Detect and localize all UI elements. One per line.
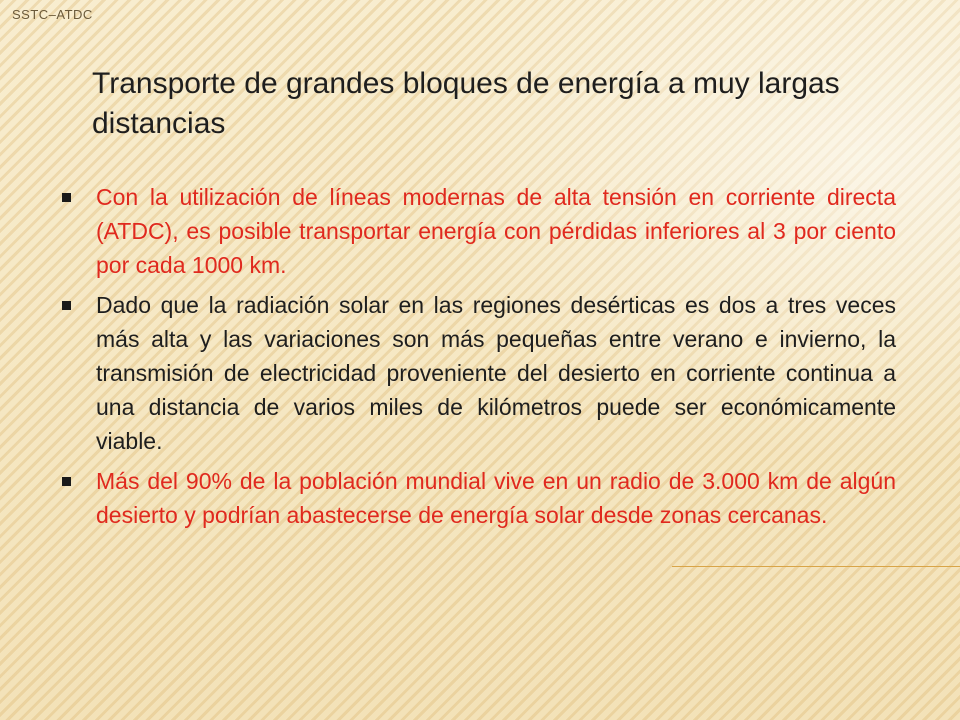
- bullet-item: [60, 180, 896, 282]
- square-bullet-icon: [62, 301, 71, 310]
- decorative-divider: [672, 566, 960, 567]
- slide-title: Transporte de grandes bloques de energía a muy largas distancias: [92, 67, 840, 140]
- bullet-item: [60, 464, 896, 532]
- bullet-list: [60, 180, 896, 538]
- bullet-text: Dado que la radiación solar en las regiones desérticas es dos a tres veces más alta y las variaciones son más pequeñas entre verano e invierno, la transmisión de electricidad proveniente del desierto en corriente continua a una distancia de varios miles de kilómetros puede ser económicamente viable.: [96, 292, 896, 454]
- bullet-item: [60, 288, 896, 458]
- square-bullet-icon: [62, 477, 71, 486]
- bullet-text: Con la utilización de líneas modernas de alta tensión en corriente directa (ATDC), es posible transportar energía con pérdidas inferiores al 3 por ciento por cada 1000 km.: [96, 184, 896, 278]
- header-tag: SSTC–ATDC: [12, 7, 93, 22]
- square-bullet-icon: [62, 193, 71, 202]
- bullet-text: Más del 90% de la población mundial vive en un radio de 3.000 km de algún desierto y podrían abastecerse de energía solar desde zonas cercanas.: [96, 468, 896, 528]
